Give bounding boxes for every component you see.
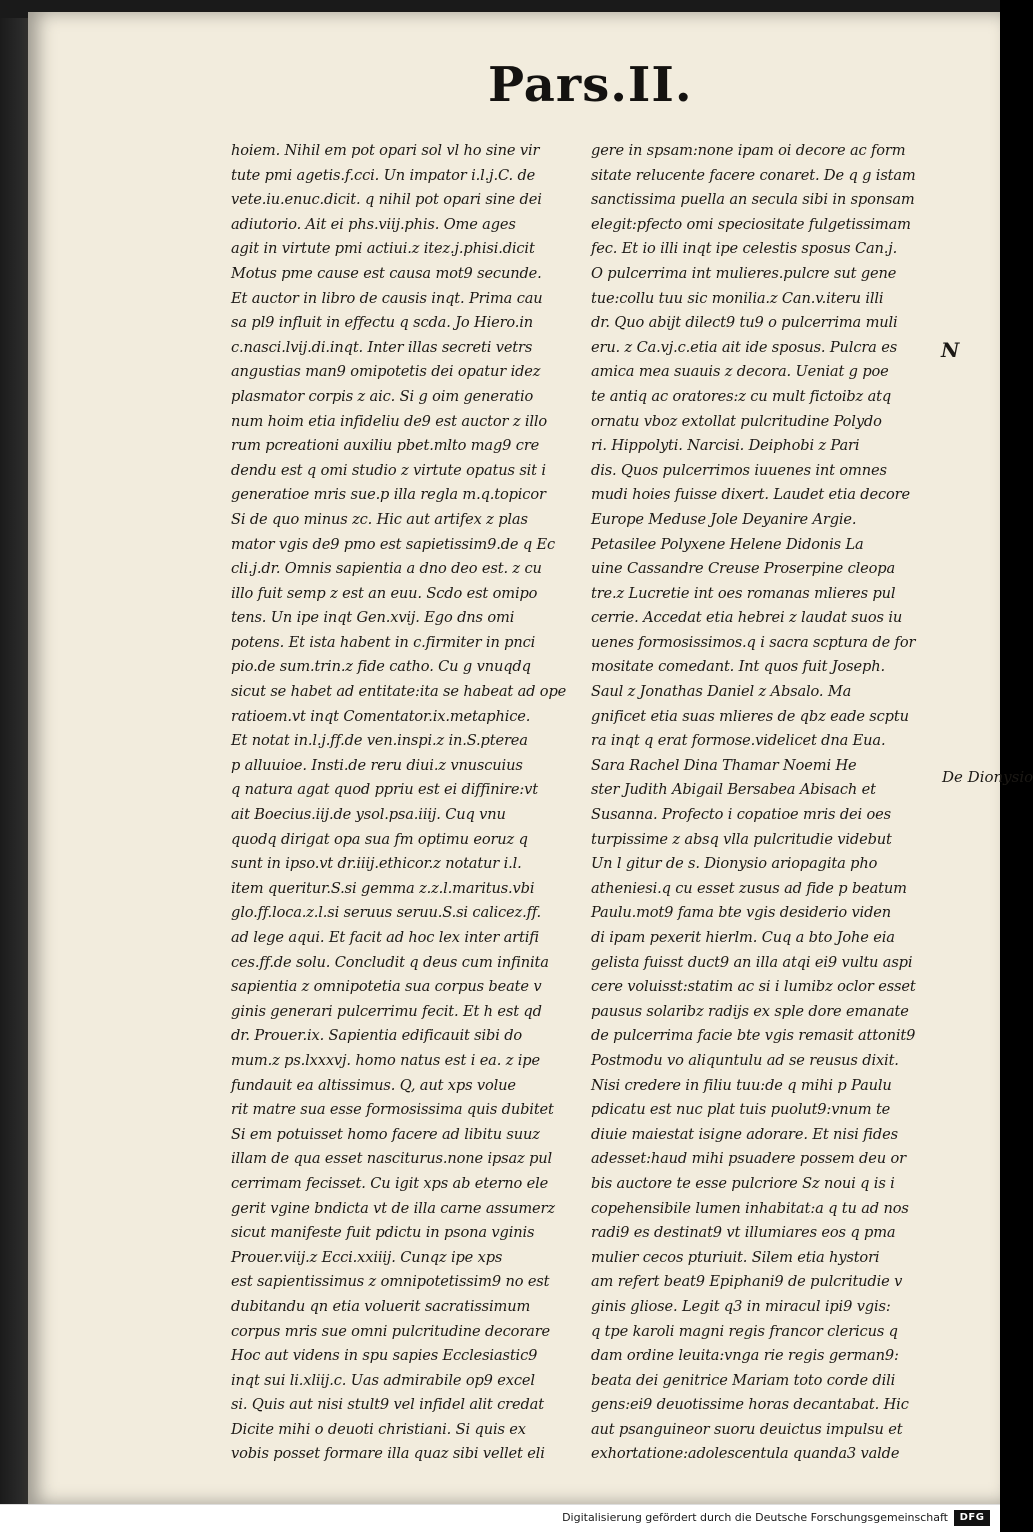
text-line: Si em potuisset homo facere ad libitu suuz xyxy=(231,1125,540,1143)
text-line: angustias man9 omipotetis dei opatur idez xyxy=(231,363,541,381)
text-line: ginis gliose. Legit q3 in miracul ipi9 vgis: xyxy=(591,1297,891,1315)
text-line: Europe Meduse Jole Deyanire Argie. xyxy=(591,510,857,528)
text-line: fundauit ea altissimus. Q, aut xps volue xyxy=(231,1076,516,1094)
text-line: gelista fuisst duct9 an illa atqi ei9 vultu aspi xyxy=(591,953,913,971)
text-line: turpissime z absq vlla pulcritudie videbut xyxy=(591,830,892,848)
text-line: rum pcreationi auxiliu pbet.mlto mag9 cre xyxy=(231,437,540,455)
text-line: adesset:haud mihi psuadere possem deu or xyxy=(591,1150,906,1168)
text-line: glo.ff.loca.z.l.si seruus seruu.S.si calicez.ff. xyxy=(231,904,542,922)
text-line: Saul z Jonathas Daniel z Absalo. Ma xyxy=(591,683,852,701)
text-line: uenes formosissimos.q i sacra scptura de for xyxy=(591,633,916,651)
text-line: tue:collu tuu sic monilia.z Can.v.iteru illi xyxy=(591,289,884,307)
text-line: gerit vgine bndicta vt de illa carne assumerz xyxy=(231,1199,555,1217)
text-line: cere voluisst:statim ac si i lumibz oclor esset xyxy=(591,978,916,996)
text-line: ster Judith Abigail Bersabea Abisach et xyxy=(591,781,876,799)
text-line: Susanna. Profecto i copatioe mris dei oes xyxy=(591,806,892,824)
text-line: ra inqt q erat formose.videlicet dna Eua. xyxy=(591,732,886,750)
text-line: ginis generari pulcerrimu fecit. Et h est qd xyxy=(231,1002,542,1020)
text-line: pdicatu est nuc plat tuis puolut9:vnum te xyxy=(591,1101,891,1119)
margin-note-dionysio: De Dionysio xyxy=(942,768,1033,786)
text-line: mator vgis de9 pmo est sapietissim9.de q Ec xyxy=(231,535,556,553)
text-line: q natura agat quod ppriu est ei diffinire:vt xyxy=(231,781,538,799)
text-line: potens. Et ista habent in c.firmiter in pnci xyxy=(231,633,536,651)
text-line: dr. Prouer.ix. Sapientia edificauit sibi do xyxy=(231,1027,523,1045)
text-line: bis auctore te esse pulcriore Sz noui q is i xyxy=(591,1174,895,1192)
text-line: Dicite mihi o deuoti christiani. Si quis ex xyxy=(231,1420,526,1438)
running-head: Pars.II. xyxy=(488,57,693,113)
text-line: eru. z Ca.vj.c.etia ait ide sposus. Pulcra es xyxy=(591,338,898,356)
text-line: copehensibile lumen inhabitat:a q tu ad nos xyxy=(591,1199,909,1217)
text-line: dendu est q omi studio z virtute opatus sit i xyxy=(231,461,546,479)
text-line: Paulu.mot9 fama bte vgis desiderio viden xyxy=(591,904,891,922)
text-line: cli.j.dr. Omnis sapientia a dno deo est. z cu xyxy=(231,560,542,578)
text-line: mudi hoies fuisse dixert. Laudet etia decore xyxy=(591,486,910,504)
text-line: Nisi credere in filiu tuu:de q mihi p Paulu xyxy=(591,1076,892,1094)
text-line: gens:ei9 deuotissime horas decantabat. Hic xyxy=(591,1396,909,1414)
text-line: radi9 es destinat9 vt illumiares eos q pma xyxy=(591,1224,896,1242)
text-line: num hoim etia infideliu de9 est auctor z illo xyxy=(231,412,548,430)
text-line: ri. Hippolyti. Narcisi. Deiphobi z Pari xyxy=(591,437,860,455)
text-line: plasmator corpis z aic. Si g oim generatio xyxy=(231,387,534,405)
text-line: gere in spsam:none ipam oi decore ac form xyxy=(591,142,906,159)
text-line: c.nasci.lvij.di.inqt. Inter illas secreti vetrs xyxy=(231,338,533,356)
dfg-logo: DFG xyxy=(954,1510,990,1526)
text-line: dr. Quo abijt dilect9 tu9 o pulcerrima muli xyxy=(591,314,898,332)
text-line: aut psanguineor suoru deuictus impulsu et xyxy=(591,1420,903,1438)
text-line: tre.z Lucretie int oes romanas mlieres pul xyxy=(591,584,896,602)
text-line: exhortatione:adolescentula quanda3 valde xyxy=(591,1445,900,1463)
text-column-right xyxy=(591,139,936,1467)
text-line: p alluuioe. Insti.de reru diui.z vnuscuius xyxy=(231,756,523,774)
text-line: item queritur.S.si gemma z.z.l.maritus.vbi xyxy=(231,879,535,897)
text-line: de pulcerrima facie bte vgis remasit attonit9 xyxy=(591,1027,916,1045)
text-line: illam de qua esset nasciturus.none ipsaz pul xyxy=(231,1150,553,1168)
text-line: vobis posset formare illa quaz sibi vellet eli xyxy=(231,1445,545,1463)
text-line: di ipam pexerit hierlm. Cuq a bto Johe eia xyxy=(591,929,895,946)
text-line: beata dei genitrice Mariam toto corde dili xyxy=(591,1371,896,1389)
text-line: Postmodu vo aliquntulu ad se reusus dixit. xyxy=(591,1051,899,1069)
text-line: dam ordine leuita:vnga rie regis german9: xyxy=(591,1347,899,1365)
text-line: dis. Quos pulcerrimos iuuenes int omnes xyxy=(591,461,887,479)
text-line: O pulcerrima int mulieres.pulcre sut gene xyxy=(591,264,897,282)
text-line: tute pmi agetis.f.cci. Un impator i.l.j.C. de xyxy=(231,166,536,184)
text-line: vete.iu.enuc.dicit. q nihil pot opari sine dei xyxy=(231,191,542,209)
text-line: Prouer.viij.z Ecci.xxiiij. Cunqz ipe xps xyxy=(231,1248,503,1266)
text-line: sapientia z omnipotetia sua corpus beate v xyxy=(231,978,542,996)
text-line: Et notat in.l.j.ff.de ven.inspi.z in.S.pterea xyxy=(231,732,528,750)
text-line: sicut se habet ad entitate:ita se habeat ad ope xyxy=(231,683,567,701)
text-line: dubitandu qn etia voluerit sacratissimum xyxy=(231,1297,531,1315)
text-line: gnificet etia suas mlieres de qbz eade scptu xyxy=(591,707,909,725)
text-line: tens. Un ipe inqt Gen.xvij. Ego dns omi xyxy=(231,609,515,627)
footer-bar xyxy=(0,1504,1000,1532)
text-line: mositate comedant. Int quos fuit Joseph. xyxy=(591,658,885,676)
text-line: sunt in ipso.vt dr.iiij.ethicor.z notatur i.l. xyxy=(231,855,522,873)
text-line: pio.de sum.trin.z fide catho. Cu g vnuqdq xyxy=(231,658,531,676)
text-line: am refert beat9 Epiphani9 de pulcritudie v xyxy=(591,1273,903,1291)
text-line: Sara Rachel Dina Thamar Noemi He xyxy=(591,756,857,774)
text-line: Petasilee Polyxene Helene Didonis La xyxy=(591,535,864,553)
text-line: ad lege aqui. Et facit ad hoc lex inter artifi xyxy=(231,929,540,946)
margin-note-initial: N xyxy=(941,338,960,362)
text-line: sicut manifeste fuit pdictu in psona vginis xyxy=(231,1224,535,1242)
text-line: amica mea suauis z decora. Ueniat g poe xyxy=(591,363,889,381)
text-line: Si de quo minus zc. Hic aut artifex z plas xyxy=(231,510,528,528)
text-line: est sapientissimus z omnipotetissim9 no est xyxy=(231,1273,550,1291)
text-line: illo fuit semp z est an euu. Scdo est omipo xyxy=(231,584,538,602)
text-line: cerrimam fecisset. Cu igit xps ab eterno ele xyxy=(231,1174,549,1192)
text-line: q tpe karoli magni regis francor clericus q xyxy=(591,1322,898,1340)
text-line: hoiem. Nihil em pot opari sol vl ho sine vir xyxy=(231,142,540,159)
text-line: cerrie. Accedat etia hebrei z laudat suos iu xyxy=(591,609,903,627)
text-line: ornatu vboz extollat pulcritudine Polydo xyxy=(591,412,882,430)
text-line: ces.ff.de solu. Concludit q deus cum infinita xyxy=(231,953,549,971)
text-line: fec. Et io illi inqt ipe celestis sposus Can.j. xyxy=(591,240,898,258)
text-line: rit matre sua esse formosissima quis dubitet xyxy=(231,1101,554,1119)
text-line: diuie maiestat isigne adorare. Et nisi fides xyxy=(591,1125,898,1143)
text-line: te antiq ac oratores:z cu mult fictoibz atq xyxy=(591,387,892,405)
text-line: sitate relucente facere conaret. De q g istam xyxy=(591,166,916,184)
text-line: elegit:pfecto omi speciositate fulgetissimam xyxy=(591,215,911,233)
text-line: ratioem.vt inqt Comentator.ix.metaphice. xyxy=(231,707,531,725)
text-line: sa pl9 influit in effectu q scda. Jo Hiero.in xyxy=(231,314,534,332)
text-line: ait Boecius.iij.de ysol.psa.iiij. Cuq vnu xyxy=(231,806,506,824)
text-line: Motus pme cause est causa mot9 secunde. xyxy=(231,264,542,282)
text-line: sanctissima puella an secula sibi in sponsam xyxy=(591,191,915,209)
text-line: adiutorio. Ait ei phs.viij.phis. Ome ages xyxy=(231,215,516,233)
text-column-left xyxy=(231,139,576,1467)
text-line: quodq dirigat opa sua fm optimu eoruz q xyxy=(231,830,528,848)
book-page xyxy=(28,12,1033,1504)
text-line: atheniesi.q cu esset zusus ad fide p beatum xyxy=(591,879,907,897)
text-line: inqt sui li.xliij.c. Uas admirabile op9 excel xyxy=(231,1371,535,1389)
text-line: mulier cecos pturiuit. Silem etia hystori xyxy=(591,1248,880,1266)
text-line: Et auctor in libro de causis inqt. Prima cau xyxy=(231,289,543,307)
text-line: Hoc aut videns in spu sapies Ecclesiastic9 xyxy=(231,1347,538,1365)
text-line: generatioe mris sue.p illa regla m.q.topicor xyxy=(231,486,546,504)
text-line: uine Cassandre Creuse Proserpine cleopa xyxy=(591,560,896,578)
text-line: si. Quis aut nisi stult9 vel infidel alit credat xyxy=(231,1396,544,1414)
text-line: Un l gitur de s. Dionysio ariopagita pho xyxy=(591,855,878,873)
text-line: agit in virtute pmi actiui.z itez.j.phisi.dicit xyxy=(231,240,535,258)
text-line: mum.z ps.lxxxvj. homo natus est i ea. z ipe xyxy=(231,1051,540,1069)
text-line: pausus solaribz radijs ex sple dore emanate xyxy=(591,1002,909,1020)
funding-credit: Digitalisierung gefördert durch die Deutsche Forschungsgemeinschaft xyxy=(562,1511,948,1524)
text-line: corpus mris sue omni pulcritudine decorare xyxy=(231,1322,551,1340)
